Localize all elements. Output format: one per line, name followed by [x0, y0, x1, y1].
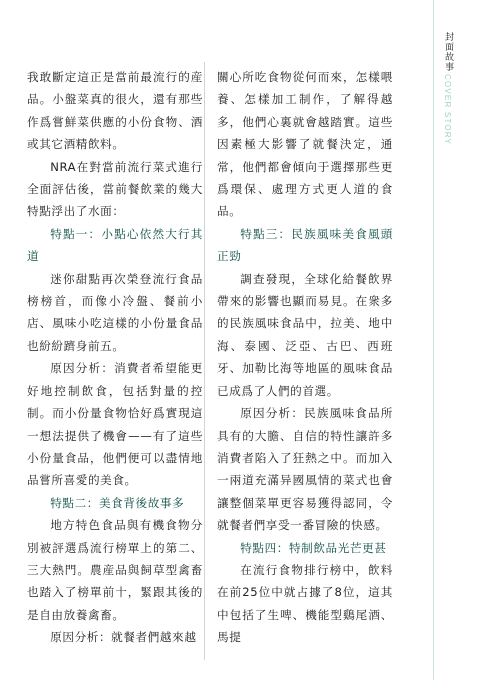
- right-column: [217, 66, 393, 649]
- paragraph: 原因分析：就餐者們越來越: [50, 630, 197, 645]
- paragraph: 迷你甜點再次榮登流行食品榜榜首，而像小冷盤、餐前小店、風味小吃這樣的小份量食品也紛紛躋身前五。: [27, 271, 203, 353]
- paragraph: 原因分析：消費者希望能更好地控制飲食，包括對量的控制。而小份量食物恰好爲實現這一想法提供了機會——有了這些小份量食品，他們便可以盡情地品嘗所喜愛的美食。: [27, 361, 203, 488]
- section-heading: 特點三：民族風味美食風頭正勁: [217, 226, 393, 264]
- paragraph: NRA在對當前流行菜式進行全面評估後，當前餐飲業的幾大特點浮出了水面：: [27, 159, 203, 219]
- paragraph: 地方特色食品與有機食物分別被評選爲流行榜單上的第二、三大熱門。農産品與飼草型禽畜也踏入了榜單前十，緊跟其後的是自由放養禽畜。: [27, 518, 203, 622]
- section-tab-title: 封面故事: [443, 32, 453, 72]
- paragraph: 我敢斷定這正是當前最流行的産品。小盤菜真的很火，還有那些作爲嘗鮮菜供應的小份食物、酒或其它酒精飲料。: [27, 70, 203, 152]
- section-heading: 特點一：小點心依然大行其道: [27, 226, 203, 264]
- section-heading: 特點二：美食背後故事多: [50, 495, 185, 510]
- paragraph: 調查發現，全球化給餐飲界帶來的影響也顯而易見。在衆多的民族風味食品中，拉美、地中海、泰國、泛亞、古巴、西班牙、加勒比海等地區的風味食品已成爲了人們的首選。: [217, 271, 393, 398]
- section-tab-rule: [433, 0, 434, 680]
- left-column: [27, 66, 203, 649]
- paragraph: 原因分析：民族風味食品所具有的大膽、自信的特性讓許多消費者陷入了狂熱之中。而加入一兩道充滿异國風情的菜式也會讓整個菜單更容易獲得認同，令就餐者們享受一番冒險的快感。: [217, 406, 393, 533]
- paragraph: 在流行食物排行榜中，飲料在前25位中就占據了8位，這其中包括了生啤、機能型鷄尾酒、馬提: [217, 562, 393, 645]
- column-divider: [204, 62, 205, 660]
- section-heading: 特點四：特制飲品光芒更甚: [240, 540, 387, 555]
- section-tab-subtitle: COVER STORY: [443, 74, 452, 146]
- paragraph: 關心所吃食物從何而來，怎樣喂養、怎樣加工制作，了解得越多，他們心裏就會越踏實。這些因素極大影響了就餐決定，通常，他們都會傾向于選擇那些更爲環保、處理方式更人道的食品。: [217, 70, 393, 219]
